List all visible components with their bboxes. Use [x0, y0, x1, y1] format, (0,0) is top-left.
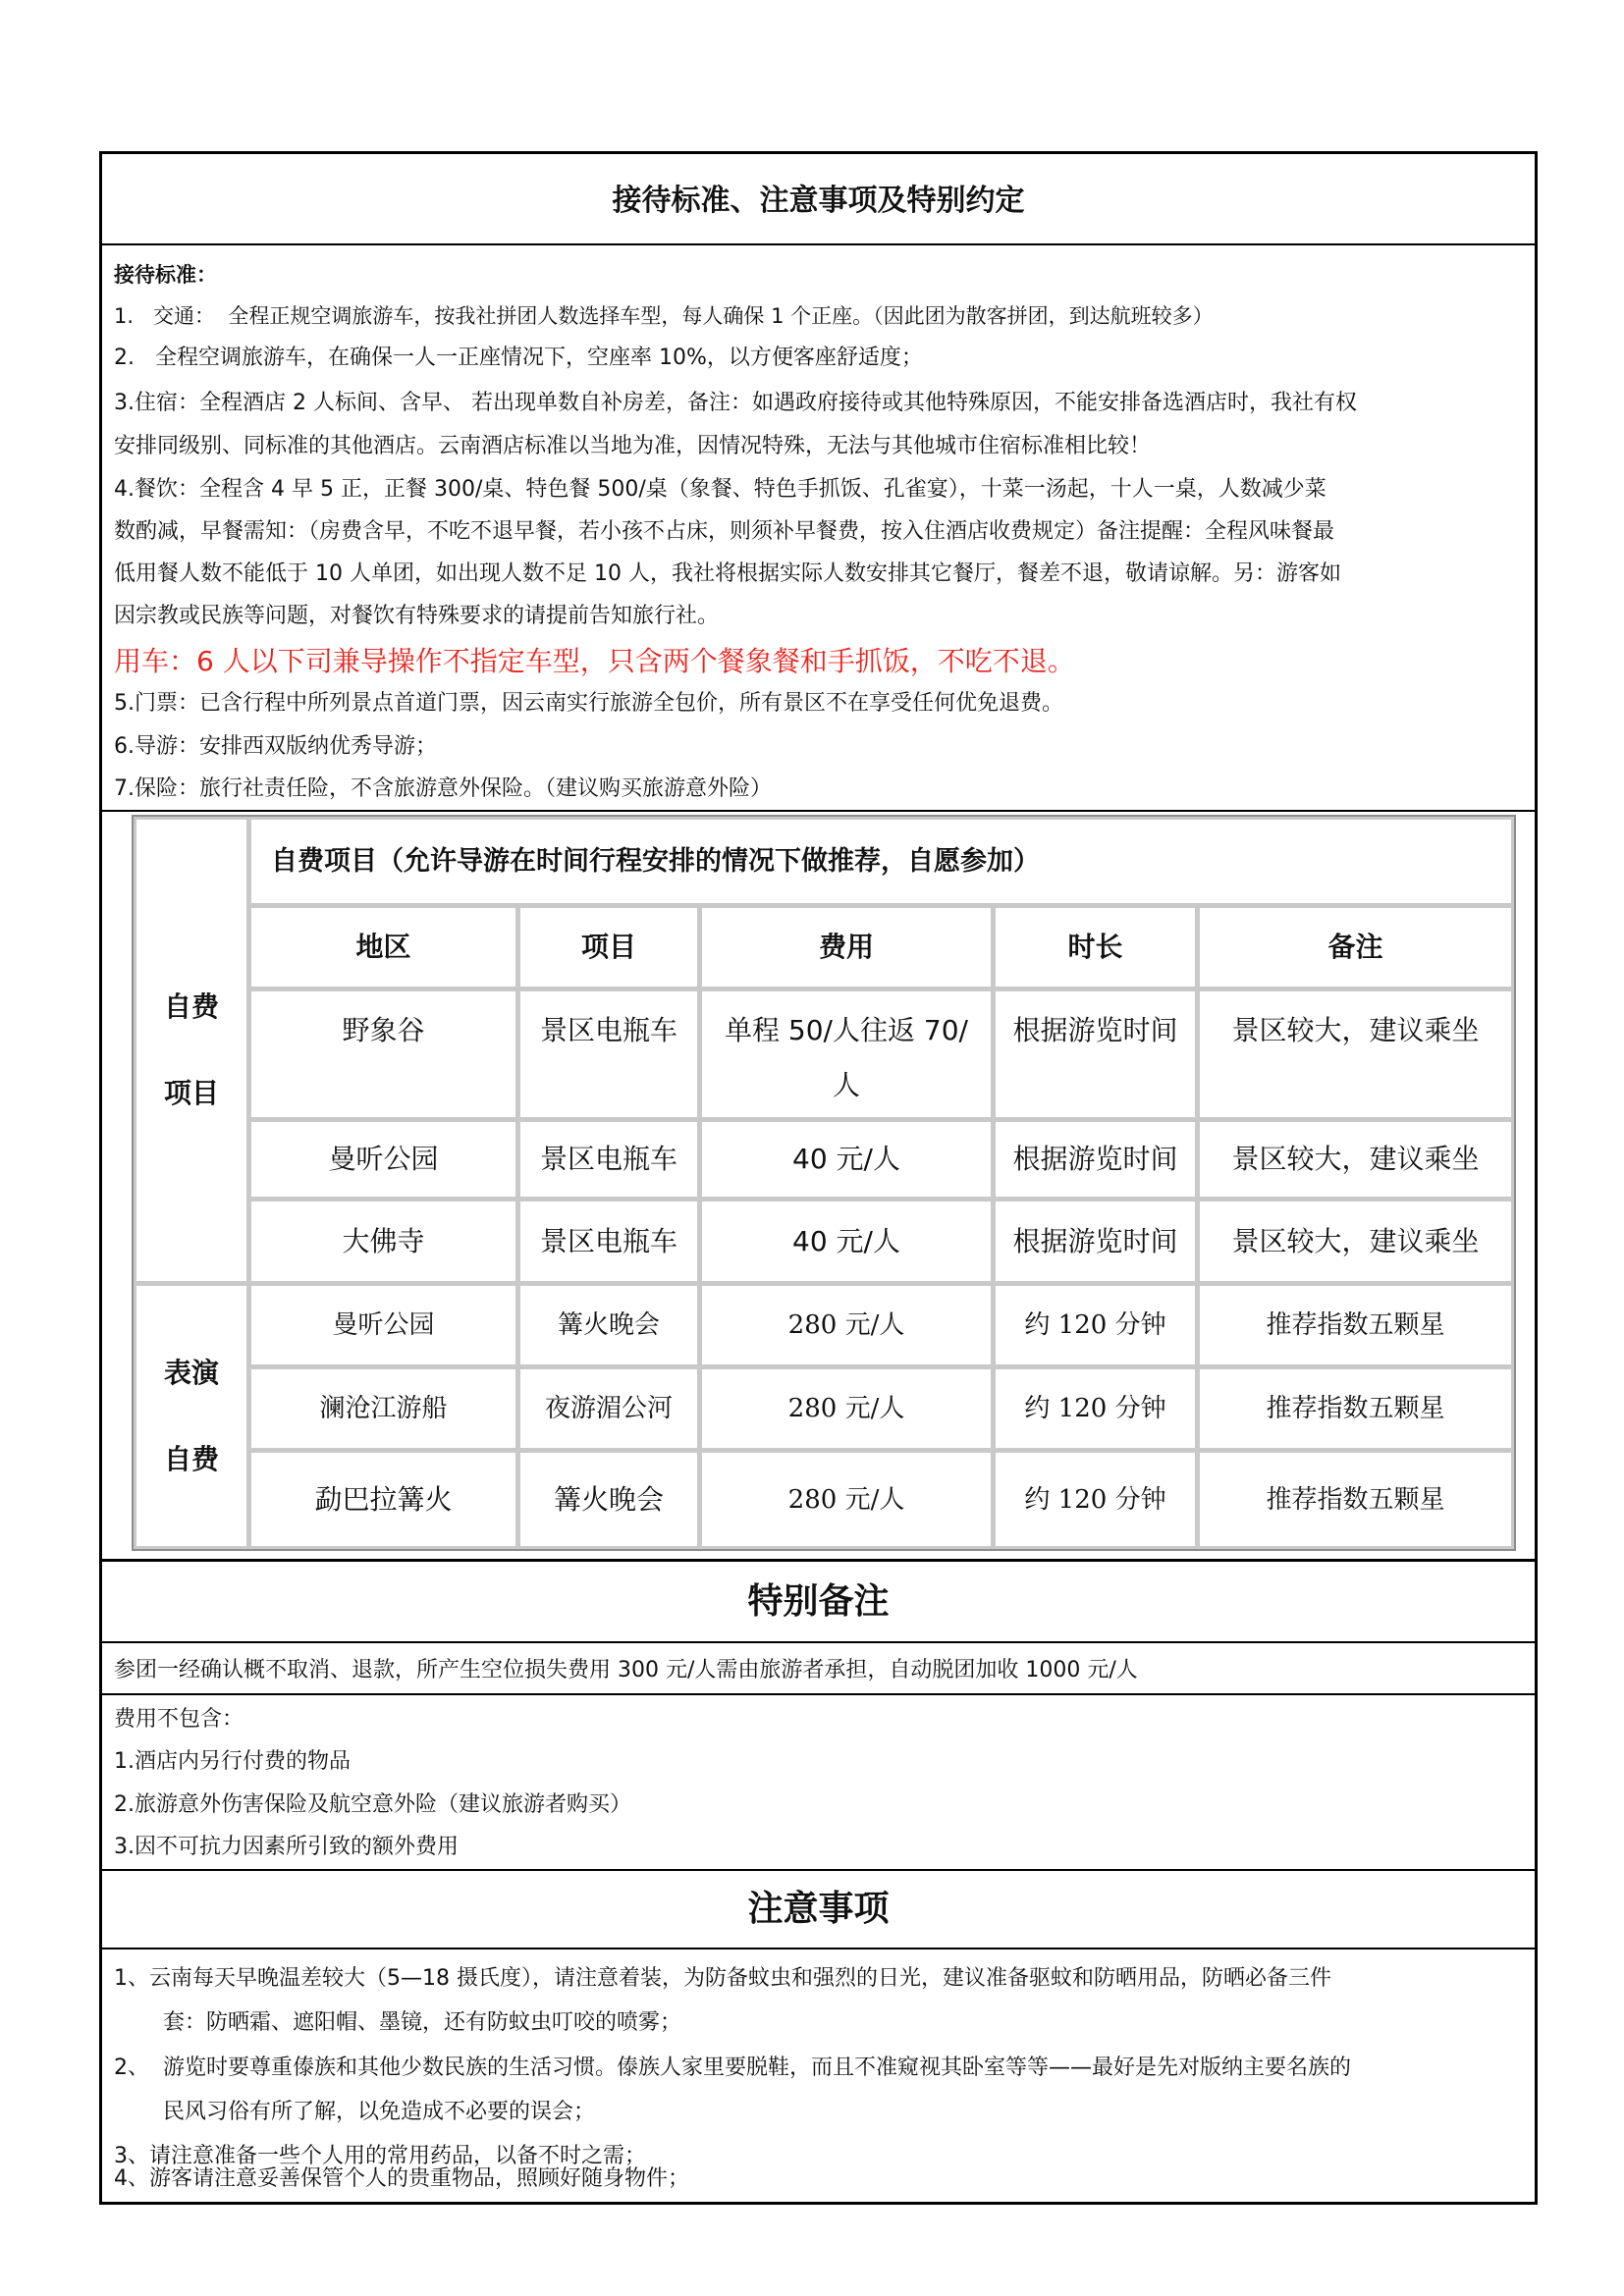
side-header-line: 自费: [163, 990, 219, 1023]
divider: [99, 1559, 1538, 1562]
table-cell: 景区较大，建议乘坐: [1200, 1201, 1511, 1281]
standards-item-meals-cont: 因宗教或民族等问题，对餐饮有特殊要求的请提前告知旅行社。: [114, 604, 720, 628]
table-cell: 根据游览时间: [996, 1201, 1195, 1281]
side-header-shows: [136, 1286, 246, 1546]
table-cell: 勐巴拉篝火: [251, 1453, 515, 1546]
standards-item-lodging-cont: 安排同级别、同标准的其他酒店。云南酒店标准以当地为准，因情况特殊，无法与其他城市住宿标准相比较！: [114, 434, 1152, 458]
table-cell: 推荐指数五颗星: [1200, 1369, 1511, 1448]
table-cell: 野象谷: [251, 991, 515, 1117]
table-cell: 约 120 分钟: [996, 1369, 1195, 1448]
precaution-item: 3、请注意准备一些个人用的常用药品，以备不时之需；: [114, 2144, 646, 2168]
table-cell: 约 120 分钟: [996, 1453, 1195, 1546]
column-header-cost: 费用: [702, 908, 991, 987]
standards-item-meals-cont: 低用餐人数不能低于 10 人单团，如出现人数不足 10 人，我社将根据实际人数安排其它餐厅，餐差不退，敬请谅解。另：游客如: [114, 561, 1341, 586]
side-header-optional-items: [136, 820, 246, 1281]
side-header-line: 自费: [163, 1442, 219, 1475]
table-cell: 篝火晚会: [520, 1453, 697, 1546]
table-cell: 篝火晚会: [520, 1286, 697, 1364]
table-cell: 景区电瓶车: [520, 991, 697, 1117]
divider: [99, 1641, 1538, 1643]
table-cell: 推荐指数五颗星: [1200, 1286, 1511, 1364]
precaution-item: 1、云南每天早晚温差较大（5—18 摄氏度），请注意着装，为防备蚊虫和强烈的日光，建议准备驱蚊和防晒用品，防晒必备三件: [114, 1966, 1331, 1991]
column-header-region: 地区: [251, 908, 515, 987]
standards-item-tickets: 5.门票：已含行程中所列景点首道门票，因云南实行旅游全包价，所有景区不在享受任何优免退费。: [114, 691, 1063, 716]
table-cell: 280 元/人: [702, 1453, 991, 1546]
standards-item-lodging: 3.住宿：全程酒店 2 人标间、含早、 若出现单数自补房差，备注：如遇政府接待或其他特殊原因，不能安排备选酒店时，我社有权: [114, 391, 1357, 415]
divider: [99, 1869, 1538, 1871]
column-header-duration: 时长: [996, 908, 1195, 987]
column-header-item: 项目: [520, 908, 697, 987]
cancellation-policy: 参团一经确认概不取消、退款，所产生空位损失费用 300 元/人需由旅游者承担，自动脱团加收 1000 元/人: [114, 1658, 1138, 1682]
divider: [99, 1693, 1538, 1695]
exclusions-heading: 费用不包含：: [114, 1707, 244, 1732]
standards-item-insurance: 7.保险：旅行社责任险，不含旅游意外保险。（建议购买旅游意外险）: [114, 776, 772, 801]
table-cell: 单程 50/人往返 70/人: [702, 991, 991, 1117]
table-cell: 景区电瓶车: [520, 1201, 697, 1281]
precaution-item-cont: 民风习俗有所了解，以免造成不必要的误会；: [163, 2100, 596, 2124]
table-cell: 景区较大，建议乘坐: [1200, 991, 1511, 1117]
table-cell: 景区电瓶车: [520, 1122, 697, 1197]
table-cell: 曼听公园: [251, 1122, 515, 1197]
vehicle-red-note: 用车：6 人以下司兼导操作不指定车型，只含两个餐象餐和手抓饭，不吃不退。: [114, 645, 1075, 677]
side-header-line: 表演: [163, 1356, 219, 1389]
standards-item-transport: 1. 交通： 全程正规空调旅游车，按我社拼团人数选择车型，每人确保 1 个正座。（因此团为散客拼团，到达航班较多）: [114, 304, 1214, 328]
table-cell: 曼听公园: [251, 1286, 515, 1364]
table-cell: 夜游湄公河: [520, 1369, 697, 1448]
table-cell: 景区较大，建议乘坐: [1200, 1122, 1511, 1197]
divider: [99, 1948, 1538, 1949]
precautions-title: 注意事项: [747, 1889, 890, 1929]
standards-item-guide: 6.导游：安排西双版纳优秀导游；: [114, 734, 437, 759]
fees-caption: 自费项目（允许导游在时间行程安排的情况下做推荐，自愿参加）: [251, 820, 1511, 903]
standards-heading: 接待标准：: [114, 263, 217, 287]
table-cell: 约 120 分钟: [996, 1286, 1195, 1364]
table-cell: 大佛寺: [251, 1201, 515, 1281]
table-cell: 根据游览时间: [996, 991, 1195, 1117]
page-title: 接待标准、注意事项及特别约定: [612, 184, 1025, 218]
table-cell: 根据游览时间: [996, 1122, 1195, 1197]
precaution-item: 4、游客请注意妥善保管个人的贵重物品，照顾好随身物件；: [114, 2166, 689, 2191]
standards-item-meals-cont: 数酌减，早餐需知：（房费含早，不吃不退早餐，若小孩不占床，则须补早餐费，按入住酒店收费规定）备注提醒：全程风味餐最: [114, 519, 1335, 544]
table-cell: 40 元/人: [702, 1201, 991, 1281]
exclusion-item: 2.旅游意外伤害保险及航空意外险（建议旅游者购买）: [114, 1792, 631, 1817]
side-header-line: 项目: [163, 1077, 219, 1109]
standards-item-bus: 2. 全程空调旅游车，在确保一人一正座情况下，空座率 10%，以方便客座舒适度；: [114, 346, 923, 370]
table-cell: 280 元/人: [702, 1369, 991, 1448]
column-header-remarks: 备注: [1200, 908, 1511, 987]
exclusion-item: 3.因不可抗力因素所引致的额外费用: [114, 1835, 459, 1859]
divider: [99, 243, 1538, 245]
table-cell: 280 元/人: [702, 1286, 991, 1364]
special-remarks-title: 特别备注: [747, 1581, 890, 1622]
table-cell: 推荐指数五颗星: [1200, 1453, 1511, 1546]
divider: [99, 810, 1538, 812]
table-cell: 澜沧江游船: [251, 1369, 515, 1448]
standards-item-meals: 4.餐饮：全程含 4 早 5 正，正餐 300/桌、特色餐 500/桌（象餐、特色手抓饭、孔雀宴），十菜一汤起，十人一桌，人数减少菜: [114, 477, 1326, 502]
precaution-item: 2、 游览时要尊重傣族和其他少数民族的生活习惯。傣族人家里要脱鞋，而且不准窥视其卧室等等——最好是先对版纳主要名族的: [114, 2056, 1351, 2080]
precaution-item-cont: 套：防晒霜、遮阳帽、墨镜，还有防蚊虫叮咬的喷雾；: [163, 2010, 682, 2035]
exclusion-item: 1.酒店内另行付费的物品: [114, 1749, 351, 1774]
table-cell: 40 元/人: [702, 1122, 991, 1197]
